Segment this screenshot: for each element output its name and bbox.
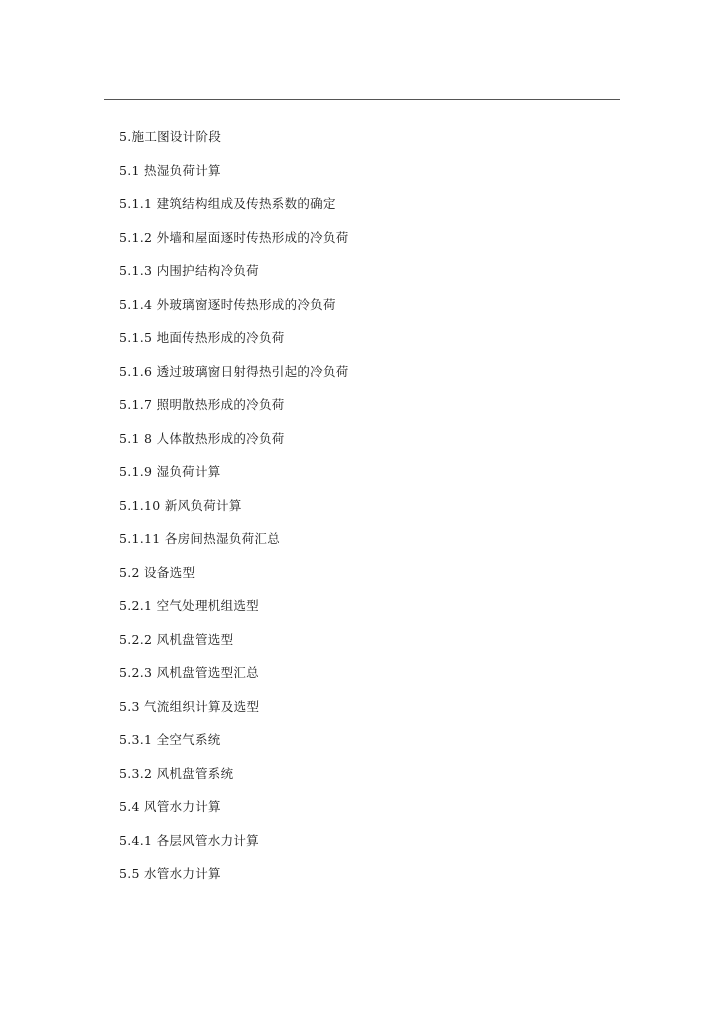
toc-item-5-1-7: 5.1.7 照明散热形成的冷负荷 xyxy=(119,397,285,412)
table-of-contents xyxy=(119,127,619,898)
toc-item-5-3-2: 5.3.2 风机盘管系统 xyxy=(119,765,234,781)
toc-item-5-1-2: 5.1.2 外墙和屋面逐时传热形成的冷负荷 xyxy=(119,229,349,245)
toc-item-5: 5.施工图设计阶段 xyxy=(119,129,222,144)
toc-item-5-5: 5.5 水管水力计算 xyxy=(119,866,221,881)
toc-item-5-2-3: 5.2.3 风机盘管选型汇总 xyxy=(119,665,259,680)
toc-item-5-1-6: 5.1.6 透过玻璃窗日射得热引起的冷负荷 xyxy=(119,363,349,379)
toc-item-5-1-9: 5.1.9 湿负荷计算 xyxy=(119,464,221,479)
toc-item-5-1: 5.1 热湿负荷计算 xyxy=(119,162,221,178)
toc-item-5-1-10: 5.1.10 新风负荷计算 xyxy=(119,497,242,513)
toc-item-5-2-2: 5.2.2 风机盘管选型 xyxy=(119,631,234,647)
toc-item-5-1-3: 5.1.3 内围护结构冷负荷 xyxy=(119,263,259,278)
toc-item-5-3: 5.3 气流组织计算及选型 xyxy=(119,698,260,714)
toc-item-5-1-11: 5.1.11 各房间热湿负荷汇总 xyxy=(119,531,281,546)
toc-item-5-1-8: 5.1 8 人体散热形成的冷负荷 xyxy=(119,430,285,446)
toc-item-5-3-1: 5.3.1 全空气系统 xyxy=(119,732,221,747)
toc-item-5-2-1: 5.2.1 空气处理机组选型 xyxy=(119,598,259,613)
header-rule xyxy=(104,99,620,100)
toc-item-5-1-4: 5.1.4 外玻璃窗逐时传热形成的冷负荷 xyxy=(119,296,336,312)
toc-item-5-4-1: 5.4.1 各层风管水力计算 xyxy=(119,832,259,848)
toc-item-5-2: 5.2 设备选型 xyxy=(119,564,196,580)
toc-item-5-4: 5.4 风管水力计算 xyxy=(119,799,221,814)
toc-item-5-1-1: 5.1.1 建筑结构组成及传热系数的确定 xyxy=(119,196,336,211)
toc-item-5-1-5: 5.1.5 地面传热形成的冷负荷 xyxy=(119,330,285,345)
